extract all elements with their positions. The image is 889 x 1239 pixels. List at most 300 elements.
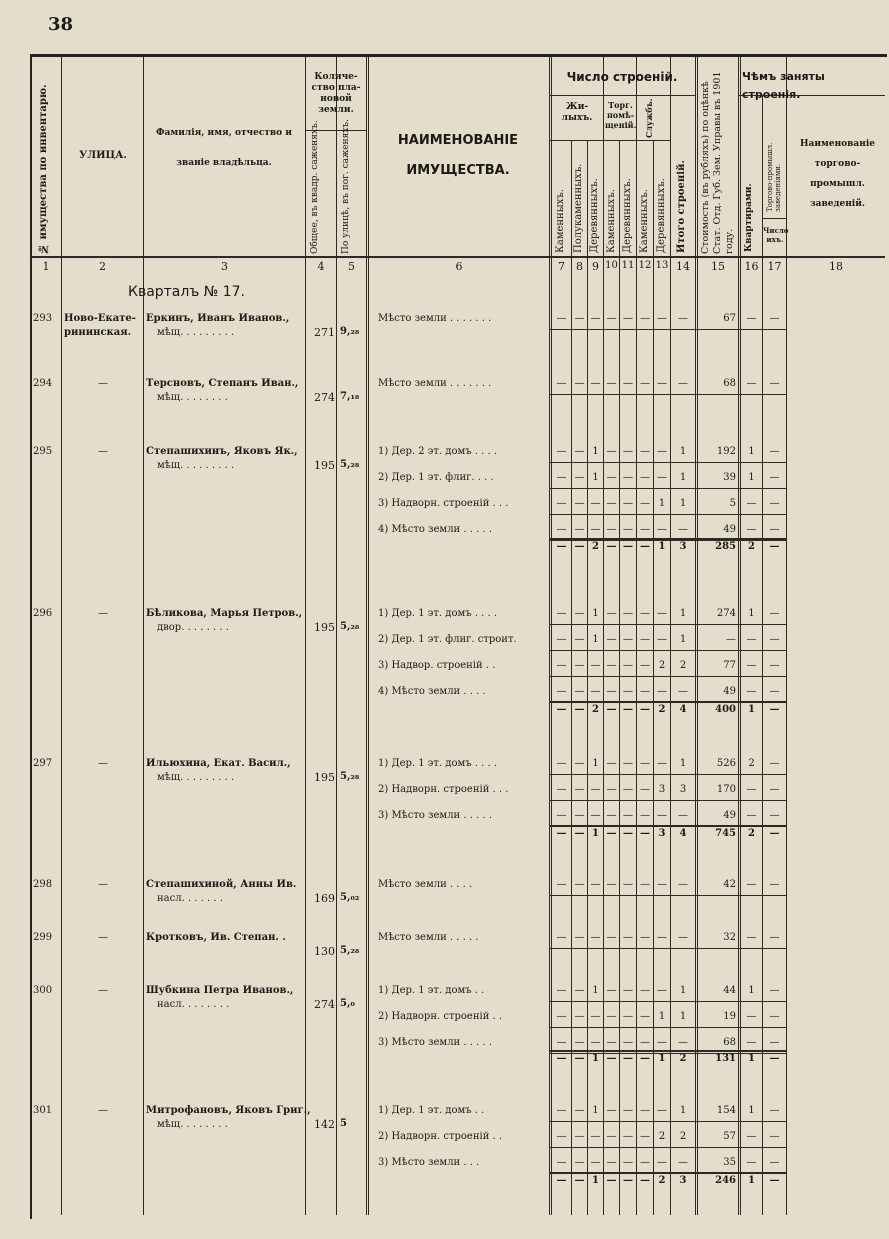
total-c9: 1 [592,1053,599,1064]
cell-c12: — [640,1011,650,1022]
cell-c7: — [556,686,567,697]
cell-c13: — [657,1105,667,1116]
owner-name-cont: мѣщ. . . . . . . . . [157,327,235,338]
cell-c11: — [623,1157,633,1168]
cell-c13: — [657,879,667,890]
cell-c10: — [606,1011,617,1022]
header-col2: УЛИЦА. [79,150,127,161]
row-rule [549,394,786,395]
cell-c8: — [574,1011,585,1022]
inventory-number: 299 [33,932,53,943]
total-c16: 1 [748,1175,755,1186]
header-c11: Деревянныхъ. [622,178,633,253]
header-c18: Наименованіе торгово-промышл. заведеній. [800,139,875,209]
total-c14: 2 [679,1053,687,1064]
total-c17: — [769,1175,780,1186]
cell-c10: — [606,524,617,535]
cell-c17: — [769,1157,780,1168]
cell-c14: 1 [679,446,687,457]
cell-c7: — [556,660,567,671]
header-c15: Стоимость (въ рубляхъ) по оцѣнкѣ Стат. Отд. Губ. Зем. Управы въ 1901 году. [700,71,735,254]
total-c7: — [556,541,567,552]
cell-c14: 3 [679,784,687,795]
row-rule [549,624,786,625]
cell-c9: — [590,879,601,890]
cell-c13: — [657,1037,667,1048]
cell-c11: — [623,1131,633,1142]
header-c17-count: Число ихъ. [763,226,789,244]
cell-c9: — [590,524,601,535]
cell-c15: 44 [723,985,736,996]
total-c15: 131 [715,1053,736,1064]
total-c10: — [606,541,617,552]
cell-c10: — [606,313,617,324]
owner-name: Шубкина Петра Иванов., [146,985,294,996]
cell-c11: — [623,1011,633,1022]
cell-c14: 2 [679,1131,687,1142]
cell-c12: — [640,660,650,671]
cell-c9: 1 [592,1105,599,1116]
column-number: 10 [605,260,618,271]
header-rule [549,140,670,141]
cell-c9: — [590,784,601,795]
cell-c7: — [556,784,567,795]
cell-c14: — [678,879,688,890]
cell-c10: — [606,985,617,996]
cell-c10: — [606,1157,617,1168]
cell-c9: 1 [592,985,599,996]
header-col45: Количе- ство пла- новой земли. [311,72,361,115]
column-number: 14 [676,260,690,273]
cell-c7: — [556,810,567,821]
total-c7: — [556,704,567,715]
cell-c15: 154 [716,1105,736,1116]
column-number: 18 [829,260,843,273]
inventory-number: 293 [33,313,53,324]
total-c10: — [606,828,617,839]
cell-c14: 2 [679,660,687,671]
cell-c10: — [606,1105,617,1116]
land-area: 274 [314,391,335,404]
cell-c15: 19 [723,1011,736,1022]
inventory-number: 295 [33,446,53,457]
header-rule [549,95,695,96]
header-c12: Каменныхъ. [639,189,650,253]
cell-c16: — [746,1011,757,1022]
land-area: 274 [314,998,335,1011]
total-c13: 2 [658,1175,666,1186]
cell-c11: — [623,1037,633,1048]
cell-c11: — [623,472,633,483]
cell-c12: — [640,686,650,697]
column-number: 9 [592,260,599,273]
street-name: — [98,985,108,996]
cell-c13: — [657,472,667,483]
total-c9: 1 [592,828,599,839]
street-name: — [98,932,108,943]
cell-c10: — [606,608,617,619]
cell-c14: 1 [679,1105,687,1116]
cell-c17: — [769,758,780,769]
cell-c11: — [623,446,633,457]
owner-name: Еркинъ, Иванъ Иванов., [146,313,290,324]
property-item: 2) Надворн. строеній . . [378,1131,503,1142]
property-item: Мѣсто земли . . . . . . . [378,378,492,389]
column-number: 1 [42,260,50,273]
cell-c13: — [657,446,667,457]
cell-c12: — [640,498,650,509]
owner-name-cont: насл. . . . . . . [157,893,223,904]
inventory-number: 301 [33,1105,53,1116]
cell-c12: — [640,524,650,535]
cell-c17: — [769,378,780,389]
page-number: 38 [48,14,74,35]
cell-c16: 1 [748,472,755,483]
cell-c17: — [769,472,780,483]
cell-c12: — [640,810,650,821]
cell-c15: 170 [716,784,736,795]
property-item: 3) Мѣсто земли . . . . . [378,810,492,821]
cell-c16: — [746,1131,757,1142]
cell-c14: — [678,686,688,697]
header-col5: По улицѣ, въ пог. саженяхъ. [341,119,351,254]
inventory-number: 297 [33,758,53,769]
property-item: 2) Дер. 1 эт. флиг. строит. [378,634,517,645]
owner-name: Ильюхина, Екат. Васил., [146,758,291,769]
cell-c15: 32 [723,932,736,943]
land-area: 195 [314,459,335,472]
cell-c17: — [769,784,780,795]
cell-c12: — [640,985,650,996]
cell-c11: — [623,634,633,645]
cell-c10: — [606,810,617,821]
cell-c14: — [678,378,688,389]
cell-c12: — [640,1157,650,1168]
cell-c13: 1 [658,498,666,509]
header-c10: Каменныхъ. [606,189,617,253]
column-number: 15 [711,260,725,273]
column-number: 12 [638,260,652,271]
total-c9: 2 [592,541,599,552]
street-frontage: 5,₂₈ [340,459,360,470]
row-rule [549,538,786,540]
property-item: 1) Дер. 2 эт. домъ . . . . [378,446,498,457]
total-c16: 2 [748,541,755,552]
header-c17: Торгово-промышл. заведеніями. [766,142,782,212]
cell-c9: — [590,686,601,697]
row-rule [549,1147,786,1148]
cell-c16: — [746,313,757,324]
cell-c9: — [590,810,601,821]
owner-name-cont: мѣщ. . . . . . . . . [157,772,235,783]
property-item: 4) Мѣсто земли . . . . [378,686,486,697]
property-item: 1) Дер. 1 эт. домъ . . . . [378,608,498,619]
owner-name: Кротковъ, Ив. Степан. . [146,932,286,943]
cell-c11: — [623,758,633,769]
cell-c13: — [657,634,667,645]
cell-c7: — [556,985,567,996]
cell-c14: — [678,810,688,821]
column-number: 6 [455,260,463,273]
cell-c10: — [606,686,617,697]
property-item: 1) Дер. 1 эт. домъ . . [378,985,485,996]
cell-c7: — [556,1037,567,1048]
cell-c12: — [640,634,650,645]
cell-c9: 1 [592,758,599,769]
cell-c14: 1 [679,498,687,509]
total-c15: 745 [715,828,736,839]
cell-c7: — [556,758,567,769]
total-c8: — [574,828,585,839]
inventory-number: 298 [33,879,53,890]
street-name: — [98,1105,108,1116]
cell-c17: — [769,524,780,535]
total-c14: 4 [679,828,687,839]
cell-c17: — [769,660,780,671]
cell-c14: 1 [679,758,687,769]
total-c12: — [640,541,650,552]
cell-c9: — [590,498,601,509]
property-item: Мѣсто земли . . . . . . . [378,313,492,324]
property-item: 2) Надворн. строеній . . . [378,784,509,795]
cell-c7: — [556,634,567,645]
cell-c15: 49 [723,686,736,697]
cell-c11: — [623,1105,633,1116]
header-c16: Квартирами. [744,183,754,252]
cell-c16: — [746,498,757,509]
street-frontage: 7,₁₈ [340,391,360,402]
cell-c8: — [574,446,585,457]
cell-c8: — [574,524,585,535]
cell-c14: 1 [679,472,687,483]
cell-c16: 1 [748,985,755,996]
cell-c7: — [556,1011,567,1022]
street-frontage: 5,₂₈ [340,771,360,782]
header-c8: Полукаменныхъ. [573,163,584,253]
cell-c12: — [640,608,650,619]
row-rule [549,701,786,703]
cell-c8: — [574,1037,585,1048]
street-name-cont: рининская. [64,327,132,338]
cell-c13: — [657,1157,667,1168]
cell-c8: — [574,784,585,795]
cell-c12: — [640,758,650,769]
cell-c15: 35 [723,1157,736,1168]
header-buildings: Число строеній. [566,70,678,84]
cell-c17: — [769,608,780,619]
cell-c15: 67 [723,313,736,324]
row-rule [549,1001,786,1002]
total-c10: — [606,1053,617,1064]
col-rule [305,57,306,1215]
cell-c14: 1 [679,608,687,619]
cell-c12: — [640,1131,650,1142]
cell-c7: — [556,524,567,535]
header-col1: № имущества по инвентарю. [38,84,49,254]
cell-c15: 526 [716,758,736,769]
cell-c13: 1 [658,1011,666,1022]
cell-c14: — [678,932,688,943]
total-c15: 400 [715,704,736,715]
total-c17: — [769,541,780,552]
total-c14: 4 [679,704,687,715]
cell-c17: — [769,879,780,890]
cell-c17: — [769,446,780,457]
row-rule [549,488,786,489]
cell-c8: — [574,660,585,671]
property-item: Мѣсто земли . . . . [378,879,473,890]
cell-c12: — [640,784,650,795]
cell-c9: — [590,313,601,324]
cell-c16: — [746,1157,757,1168]
row-rule [549,1172,786,1174]
col-rule [336,57,337,1215]
cell-c17: — [769,1131,780,1142]
header-col4: Общее, въ квадр. саженяхъ. [310,120,320,254]
cell-c16: — [746,634,757,645]
cell-c14: — [678,313,688,324]
land-area: 142 [314,1118,335,1131]
total-c17: — [769,1053,780,1064]
col-rule [61,57,62,1215]
cell-c9: 1 [592,472,599,483]
column-number: 4 [317,260,325,273]
cell-c16: — [746,660,757,671]
cell-c10: — [606,378,617,389]
row-rule [549,895,786,896]
cell-c15: 42 [723,879,736,890]
header-col6: НАИМЕНОВАНІЕ ИМУЩЕСТВА. [397,133,519,178]
cell-c10: — [606,472,617,483]
cell-c15: 192 [716,446,736,457]
header-trade: Торг. помѣ- щеній. [605,100,637,130]
cell-c12: — [640,446,650,457]
header-c13: Деревянныхъ. [656,178,667,253]
property-item: 3) Надворн. строеній . . . [378,498,509,509]
cell-c16: 2 [748,758,755,769]
cell-c7: — [556,498,567,509]
cell-c17: — [769,1011,780,1022]
total-c8: — [574,704,585,715]
cell-c17: — [769,313,780,324]
street-name: — [98,879,108,890]
owner-name-cont: мѣщ. . . . . . . . [157,1119,228,1130]
cell-c17: — [769,498,780,509]
cell-c9: — [590,932,601,943]
owner-name: Степашихиной, Анны Ив. [146,879,297,890]
total-c15: 246 [715,1175,736,1186]
owner-name-cont: насл. . . . . . . . [157,999,230,1010]
cell-c10: — [606,932,617,943]
owner-name: Бѣликова, Марья Петров., [146,608,303,619]
header-residential: Жи- лыхъ. [561,102,593,123]
cell-c12: — [640,378,650,389]
cell-c9: — [590,660,601,671]
cell-c16: — [746,378,757,389]
street-name: — [98,758,108,769]
cell-c8: — [574,498,585,509]
street-frontage: 5,₂₈ [340,621,360,632]
cell-c13: — [657,985,667,996]
cell-c11: — [623,524,633,535]
land-area: 169 [314,892,335,905]
cell-c14: 1 [679,634,687,645]
cell-c15: 68 [723,378,736,389]
header-c14: Итого строеній. [676,160,687,253]
cell-c7: — [556,446,567,457]
cell-c16: — [746,686,757,697]
total-c13: 3 [658,828,666,839]
header-c9: Деревянныхъ. [589,178,600,253]
header-rule [31,256,885,258]
total-c12: — [640,1175,650,1186]
cell-c16: — [746,879,757,890]
cell-c7: — [556,608,567,619]
cell-c8: — [574,634,585,645]
cell-c17: — [769,686,780,697]
total-c9: 2 [592,704,599,715]
total-c12: — [640,828,650,839]
property-item: 4) Мѣсто земли . . . . . [378,524,492,535]
cell-c9: — [590,378,601,389]
cell-c11: — [623,313,633,324]
column-number: 5 [348,260,355,273]
row-rule [549,948,786,949]
cell-c12: — [640,472,650,483]
header-col3: Фамилія, имя, отчество и званіе владѣльца. [156,128,292,168]
owner-name-cont: двор. . . . . . . . [157,622,229,633]
cell-c15: 49 [723,524,736,535]
cell-c8: — [574,932,585,943]
row-rule [549,774,786,775]
column-number: 2 [99,260,106,273]
property-item: 2) Надворн. строеній . . [378,1011,503,1022]
cell-c9: 1 [592,446,599,457]
cell-c17: — [769,634,780,645]
cell-c10: — [606,1037,617,1048]
owner-name: Митрофановъ, Яковъ Григ., [146,1105,311,1116]
street-frontage: 5,₂₈ [340,945,360,956]
inventory-number: 296 [33,608,53,619]
total-c14: 3 [679,541,687,552]
cell-c11: — [623,810,633,821]
cell-c16: — [746,1037,757,1048]
row-rule [549,462,786,463]
cell-c16: 1 [748,608,755,619]
cell-c11: — [623,932,633,943]
column-number: 11 [621,260,635,271]
cell-c11: — [623,879,633,890]
cell-c17: — [769,985,780,996]
cell-c12: — [640,1037,650,1048]
owner-name-cont: мѣщ. . . . . . . . . [157,460,235,471]
column-number: 17 [767,260,782,273]
property-item: 3) Мѣсто земли . . . [378,1157,480,1168]
cell-c17: — [769,1037,780,1048]
cell-c17: — [769,810,780,821]
cell-c10: — [606,879,617,890]
column-number: 16 [744,260,759,273]
cell-c9: — [590,1131,601,1142]
total-c11: — [623,541,633,552]
cell-c15: — [726,634,736,645]
property-item: 1) Дер. 1 эт. домъ . . [378,1105,485,1116]
cell-c17: — [769,1105,780,1116]
cell-c7: — [556,1105,567,1116]
cell-c7: — [556,1131,567,1142]
cell-c13: — [657,524,667,535]
property-item: 1) Дер. 1 эт. домъ . . . . [378,758,498,769]
